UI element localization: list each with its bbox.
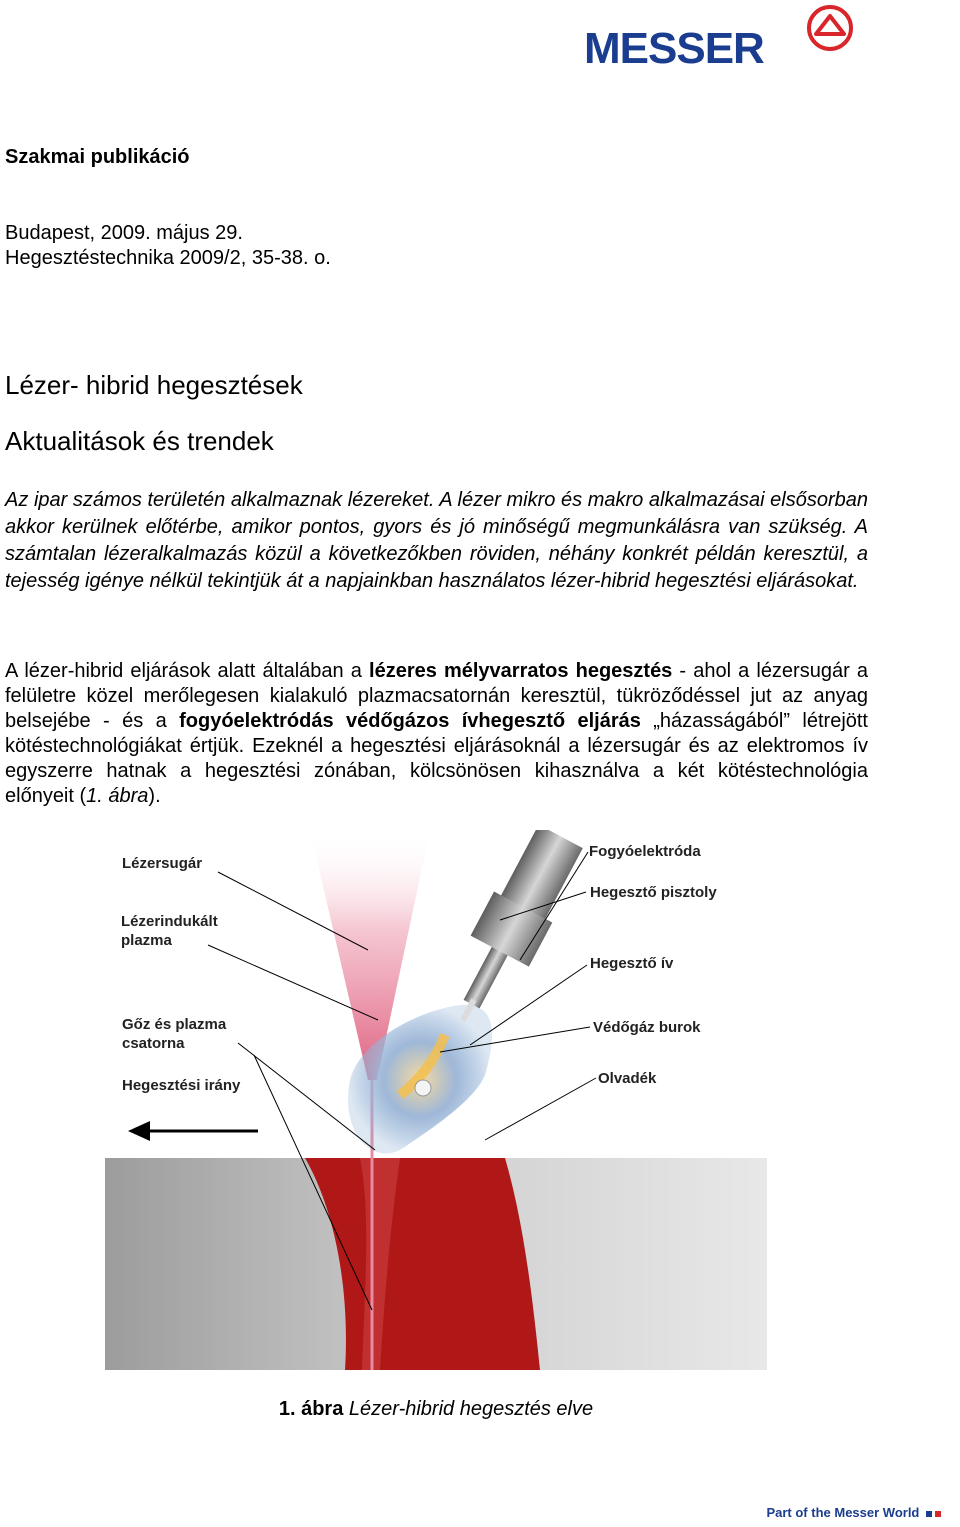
footer-tagline (766, 1505, 942, 1520)
body-text-4: ). (148, 785, 161, 807)
article-title: Lézer- hibrid hegesztések (5, 370, 303, 400)
body-bold-1: lézeres mélyvarratos hegesztés (369, 660, 673, 682)
label-welding-direction: Hegesztési irány (122, 1077, 241, 1094)
label-welding-torch: Hegesztő pisztoly (590, 884, 717, 901)
figure-reference: 1. ábra (86, 785, 149, 807)
messer-logo (580, 4, 860, 76)
label-molten-pool: Olvadék (598, 1070, 657, 1087)
body-text-2: - ahol a lézersugár a felületre közel merőlegesen kialakuló plazmacsatornán keresztül, tükröződéssel jut az anyag belsejébe - és a (5, 660, 868, 732)
body-text-3: „házasságából” létrejött kötéstechnológiákat értjük. Ezeknél a hegesztési eljárásoknál a lézersugár és az elektromos ív egyszerre hatnak a hegesztési zónában, kölcsönösen kihasználva a két kötéstechnológia előnyeit ( (5, 710, 868, 807)
label-welding-arc: Hegesztő ív (590, 955, 674, 972)
figure-caption (0, 1398, 872, 1421)
intro-paragraph: Az ipar számos területén alkalmaznak lézereket. A lézer mikro és makro alkalmazásai elsősorban akkor kerülnek előtérbe, amikor pontos, gyors és jó minőségű megmunkálásra van szükség. A számtalan lézeralkalmazás közül a következőkben röviden, néhány konkrét példán keresztül, a tejesség igénye nélkül tekintjük át a napjainkban használatos lézer-hibrid hegesztési eljárásokat. (5, 489, 868, 592)
publication-type: Szakmai publikáció (5, 146, 190, 168)
caption-number: 1. ábra (278, 1398, 344, 1420)
footer-dots-icon (926, 1509, 942, 1519)
caption-text: Lézer-hibrid hegesztés elve (348, 1398, 594, 1420)
body-paragraph (5, 659, 868, 809)
label-laser-beam: Lézersugár (122, 855, 203, 872)
article-subtitle: Aktualitások és trendek (5, 426, 274, 456)
publication-source: Hegesztéstechnika 2009/2, 35-38. o. (5, 247, 331, 269)
label-laser-plasma: Lézerindukált plazma (121, 913, 218, 949)
logo-wordmark: MESSER (584, 24, 764, 73)
footer-text: Part of the Messer World (766, 1505, 920, 1520)
hybrid-welding-diagram (100, 830, 780, 1375)
body-text-1: A lézer-hibrid eljárások alatt általában a (5, 660, 370, 682)
body-bold-2: fogyóelektródás védőgázos ívhegesztő eljárás (179, 710, 641, 732)
label-consumable-electrode: Fogyóelektróda (589, 843, 701, 860)
messer-emblem-icon (806, 4, 854, 52)
label-vapor-channel: Gőz és plazma csatorna (122, 1016, 227, 1052)
droplet (415, 1080, 431, 1096)
publication-date: Budapest, 2009. május 29. (5, 222, 243, 244)
label-shielding-gas: Védőgáz burok (593, 1019, 701, 1036)
